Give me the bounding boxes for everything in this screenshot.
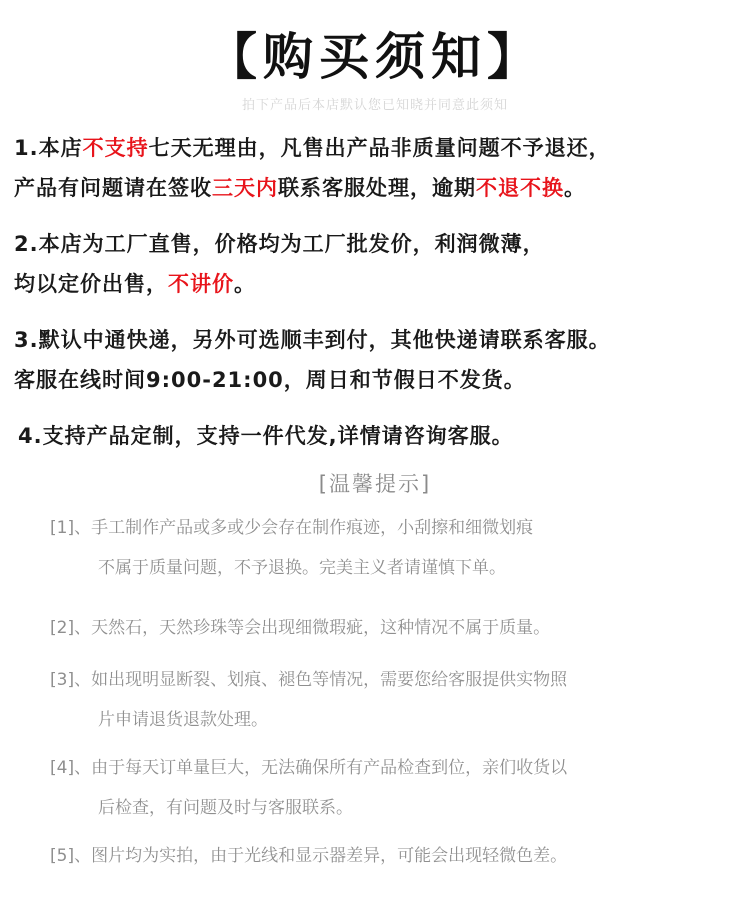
rule-text: 。 [234, 272, 256, 296]
tip-2 [50, 608, 710, 648]
rule-line [14, 360, 736, 400]
tip-text: [1]、手工制作产品或多或少会存在制作痕迹，小刮擦和细微划痕 [50, 518, 534, 538]
rule-line [14, 224, 736, 264]
rule-text: 客服在线时间9:00-21:00，周日和节假日不发货。 [14, 368, 526, 392]
tip-5 [50, 836, 710, 876]
tip-continuation: 片申请退货退款处理。 [98, 710, 268, 730]
page-subtitle: 拍下产品后本店默认您已知晓并同意此须知 [241, 98, 508, 113]
tips-header: [温馨提示] [318, 472, 432, 496]
rule-line [14, 168, 736, 208]
tip-1 [50, 508, 710, 588]
rule-3 [14, 320, 736, 400]
tip-3 [50, 660, 710, 740]
tip-continuation: 后检查，有问题及时与客服联系。 [98, 798, 353, 818]
rule-text: 2.本店为工厂直售，价格均为工厂批发价，利润微薄， [14, 232, 545, 256]
rule-text: 七天无理由，凡售出产品非质量问题不予退还， [148, 136, 611, 160]
tip-text: [3]、如出现明显断裂、划痕、褪色等情况，需要您给客服提供实物照 [50, 670, 568, 690]
rule-text: 联系客服处理，逾期 [278, 176, 476, 200]
rule-2 [14, 224, 736, 304]
rule-line [14, 128, 736, 168]
rule-line [14, 264, 736, 304]
rule-highlight: 不支持 [82, 136, 149, 160]
rule-highlight: 不讲价 [168, 272, 234, 296]
rule-line [14, 320, 736, 360]
rule-text: 4.支持产品定制，支持一件代发,详情请咨询客服。 [18, 424, 514, 448]
rule-4 [18, 416, 740, 456]
rule-highlight: 不退不换 [476, 176, 564, 200]
rule-text: 3.默认中通快递，另外可选顺丰到付，其他快递请联系客服。 [14, 328, 611, 352]
rule-highlight: 三天内 [212, 176, 278, 200]
rule-line [18, 416, 740, 456]
rule-text: 。 [564, 176, 586, 200]
tip-4 [50, 748, 710, 828]
tip-text: [2]、天然石，天然珍珠等会出现细微瑕疵，这种情况不属于质量。 [50, 618, 551, 638]
tip-continuation: 不属于质量问题，不予退换。完美主义者请谨慎下单。 [98, 558, 506, 578]
tip-text: [5]、图片均为实拍，由于光线和显示器差异，可能会出现轻微色差。 [50, 846, 568, 866]
rule-text: 均以定价出售， [14, 272, 168, 296]
rule-text: 产品有问题请在签收 [14, 176, 212, 200]
rule-1 [14, 128, 736, 208]
rule-text: 1.本店 [14, 136, 83, 160]
tip-text: [4]、由于每天订单量巨大，无法确保所有产品检查到位，亲们收货以 [50, 758, 568, 778]
page-title: 【购买须知】 [207, 28, 543, 86]
